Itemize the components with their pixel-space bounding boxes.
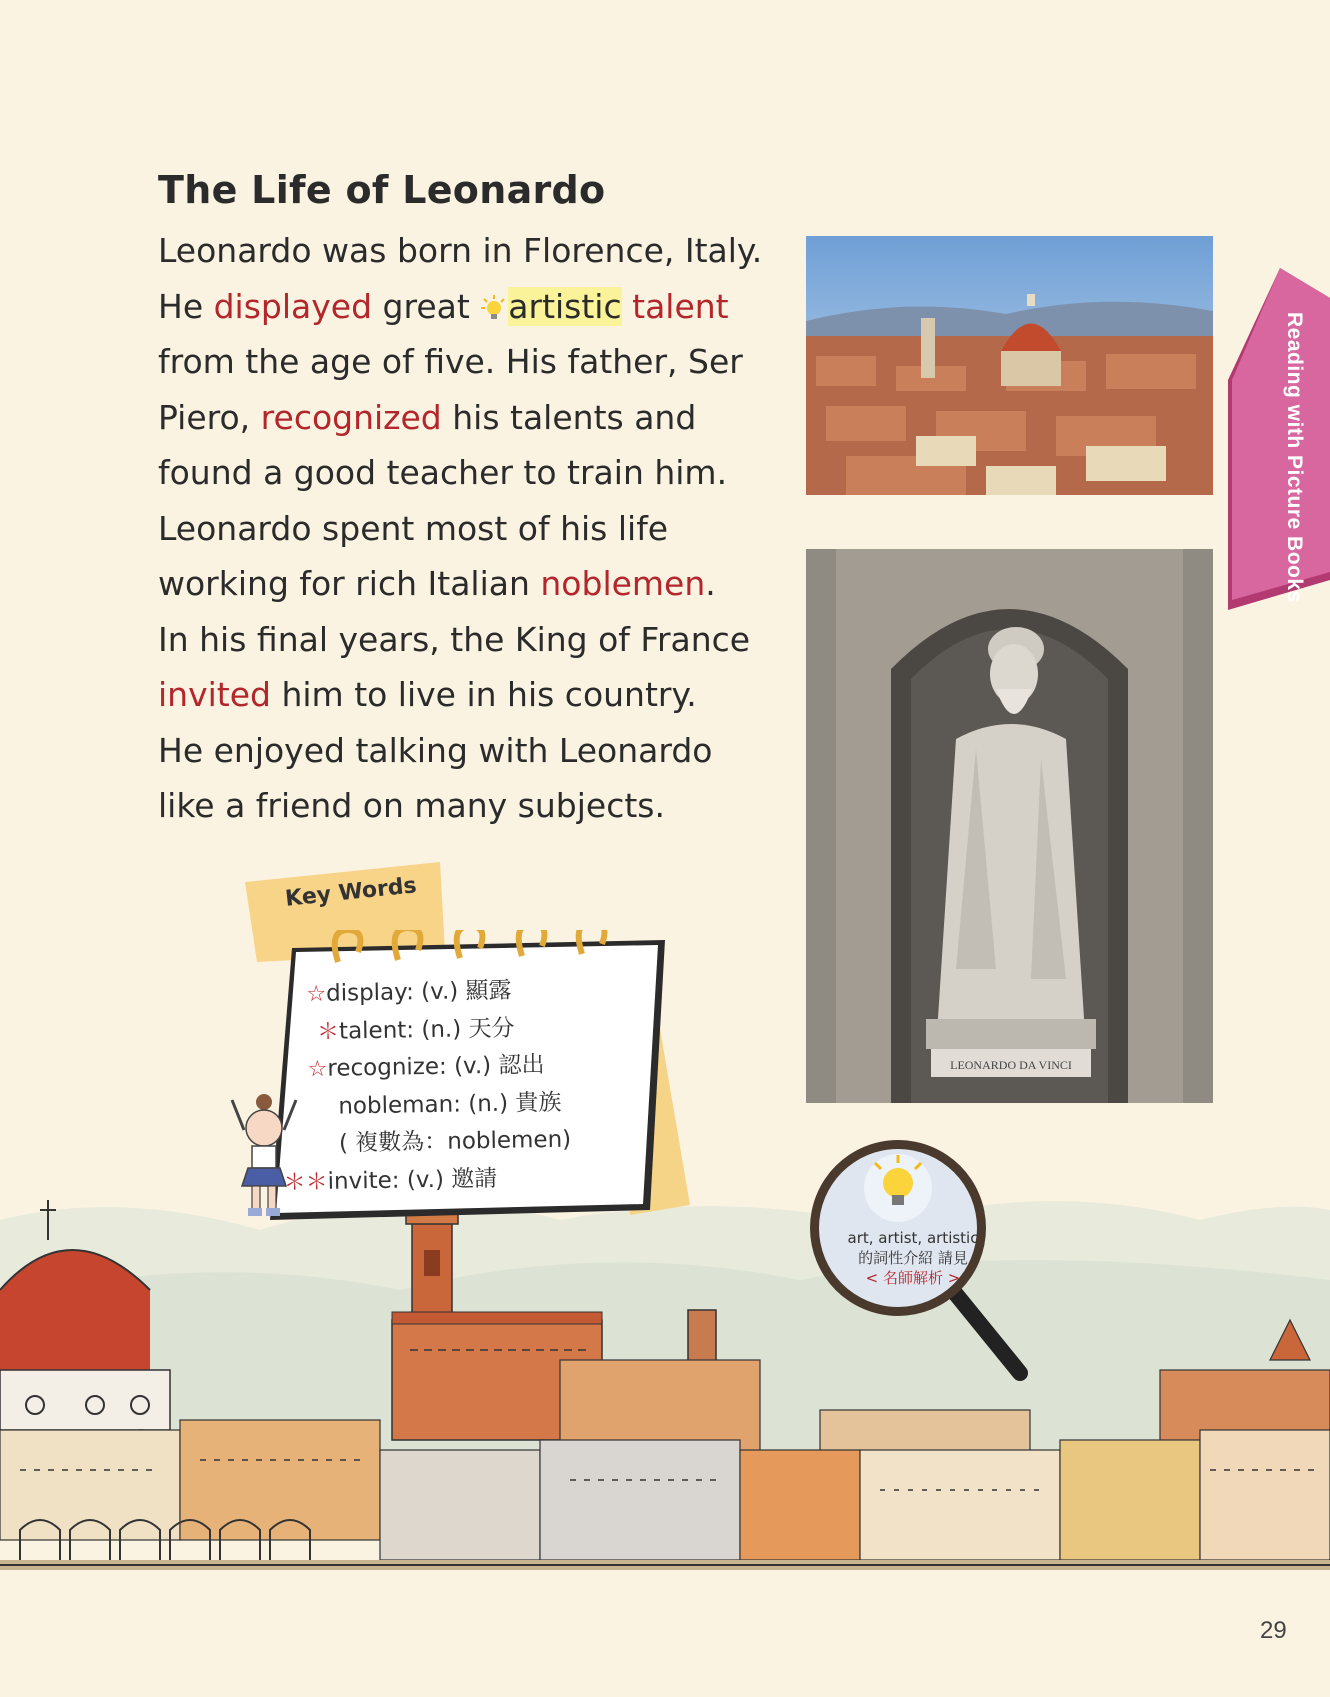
story-line: found a good teacher to train him. (158, 453, 728, 492)
key-words-label: Key Words (284, 873, 418, 912)
key-word-item: nobleman: (n.) 貴族 (338, 1089, 562, 1120)
keyword-recognized: recognized (260, 397, 442, 437)
story-line: Leonardo spent most of his life (158, 508, 669, 548)
teacher-analysis-link: < 名師解析 > (865, 1269, 961, 1287)
florence-cityscape-photo (806, 236, 1213, 495)
story-text (158, 223, 808, 834)
magnifier-note: art, artist, artistic 的詞性介紹 請見 < 名師解析 > (828, 1228, 998, 1288)
florence-skyline-illustration (0, 1180, 1330, 1697)
statue-plaque: LEONARDO DA VINCI (950, 1058, 1072, 1072)
story-line: Piero, recognized his talents and (158, 397, 697, 437)
asterisk-mark: ＊ (316, 1019, 340, 1045)
story-line: invited him to live in his country. (158, 675, 697, 714)
keyword-artistic: artistic (508, 286, 622, 326)
story-line: He enjoyed talking with Leonardo (158, 730, 713, 770)
page-number: 29 (1260, 1617, 1287, 1644)
keyword-invited: invited (158, 675, 271, 714)
star-mark: ☆ (306, 981, 327, 1008)
key-word-note: ( 複數為：noblemen) (338, 1126, 572, 1157)
keyword-talent: talent (632, 286, 729, 326)
key-word-item: ☆recognize: (v.) 認出 (307, 1052, 545, 1083)
page-title: The Life of Leonardo (158, 168, 606, 212)
key-word-item: ＊talent: (n.) 天分 (316, 1015, 515, 1045)
key-word-item: ☆display: (v.) 顯露 (306, 977, 512, 1008)
story-line: like a friend on many subjects. (158, 786, 665, 825)
story-line: He displayed great artistic talent (158, 286, 729, 326)
key-words-list (283, 970, 670, 1201)
girl-mascot-illustration (228, 1090, 300, 1220)
key-word-item: ＊＊invite: (v.) 邀請 (283, 1165, 498, 1196)
keyword-noblemen: noblemen (540, 564, 706, 603)
asterisk-mark: ＊＊ (283, 1169, 328, 1196)
keyword-displayed: displayed (213, 286, 373, 326)
lightbulb-icon (480, 294, 508, 322)
story-line: Leonardo was born in Florence, Italy. (158, 231, 763, 270)
story-line: working for rich Italian noblemen. (158, 564, 716, 603)
side-tab-label: Reading with Picture Books (1283, 312, 1306, 603)
star-mark: ☆ (307, 1056, 328, 1083)
story-line: from the age of five. His father, Ser (158, 342, 743, 381)
leonardo-statue-photo (806, 549, 1213, 1103)
story-line: In his final years, the King of France (158, 619, 751, 659)
